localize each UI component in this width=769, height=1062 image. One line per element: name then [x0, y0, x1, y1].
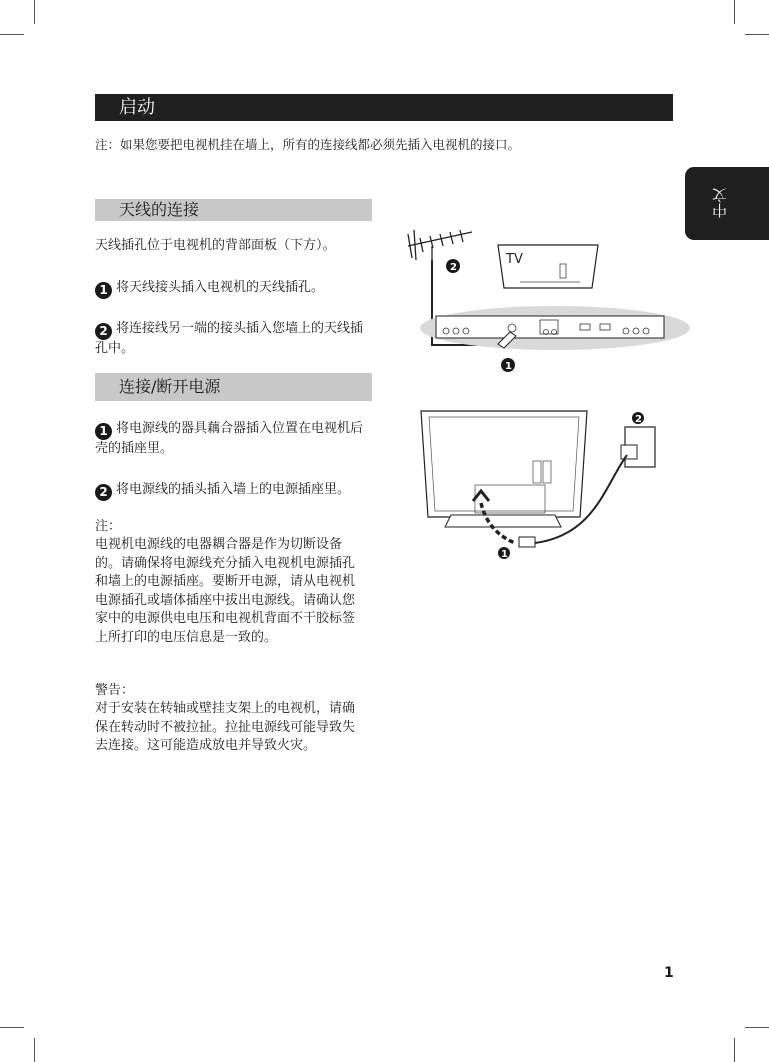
step-number: 2: [95, 484, 112, 501]
tv-label: TV: [506, 252, 523, 267]
power-connection-illustration: [415, 405, 675, 565]
page-title: 启动: [95, 94, 673, 121]
step-number: 1: [95, 423, 112, 440]
antenna-section-title: 天线的连接: [95, 199, 372, 221]
power-step-2-text: 将电源线的插头插入墙上的电源插座里。: [116, 482, 351, 497]
power-step-2: [95, 481, 363, 501]
language-tab: [685, 167, 769, 240]
power-plug-icon: [519, 537, 535, 547]
crop-mark: [745, 34, 769, 35]
language-tab-label: 中文: [711, 188, 729, 219]
antenna-step-2-text: 将连接线另一端的接头插入您墙上的天线插孔中。: [95, 321, 364, 356]
power-step-1-text: 将电源线的器具藕合器插入位置在电视机后壳的插座里。: [95, 421, 364, 456]
power-note-label: 注：: [95, 519, 122, 534]
antenna-intro: 天线插孔位于电视机的背部面板（下方）。: [95, 238, 336, 253]
tv-back-icon: [498, 245, 598, 288]
antenna-step-1-text: 将天线接头插入电视机的天线插孔。: [116, 280, 325, 295]
tv-back-icon: [421, 411, 587, 527]
antenna-step-1: [95, 279, 363, 299]
power-step-1: [95, 420, 363, 459]
top-note: 注：如果您要把电视机挂在墙上，所有的连接线都必须先插入电视机的接口。: [95, 137, 521, 152]
crop-mark: [0, 34, 24, 35]
callout-2-label: 2: [635, 414, 642, 425]
callout-2-label: 2: [450, 262, 457, 273]
wall-socket-icon: [621, 427, 655, 467]
crop-mark: [34, 1038, 35, 1062]
power-note-body: 电视机电源线的电器耦合器是作为切断设备的。请确保将电源线充分插入电视机电源插孔和墙上的电源插座。要断开电源，请从电视机电源插孔或墙体插座中拔出电源线。请确认您家中的电源供电电压和电视机背面不干胶标签上所打印的电压信息是一致的。: [95, 537, 356, 645]
antenna-icon: [408, 230, 472, 260]
antenna-connection-illustration: [400, 220, 690, 380]
power-section-title: 连接/断开电源: [95, 373, 372, 401]
page-number: 1: [664, 965, 674, 981]
callout-1-label: 1: [501, 549, 508, 560]
crop-mark: [0, 1027, 24, 1028]
callout-1-label: 1: [505, 361, 512, 372]
crop-mark: [734, 0, 735, 24]
step-number: 1: [95, 282, 112, 299]
crop-mark: [734, 1038, 735, 1062]
antenna-step-2: [95, 320, 363, 359]
warning-label: 警告：: [95, 683, 135, 698]
crop-mark: [34, 0, 35, 24]
step-number: 2: [95, 323, 112, 340]
warning-body: 对于安装在转轴或壁挂支架上的电视机，请确保在转动时不被拉扯。拉扯电源线可能导致失去连接。这可能造成放电并导致火灾。: [95, 701, 356, 753]
crop-mark: [745, 1027, 769, 1028]
